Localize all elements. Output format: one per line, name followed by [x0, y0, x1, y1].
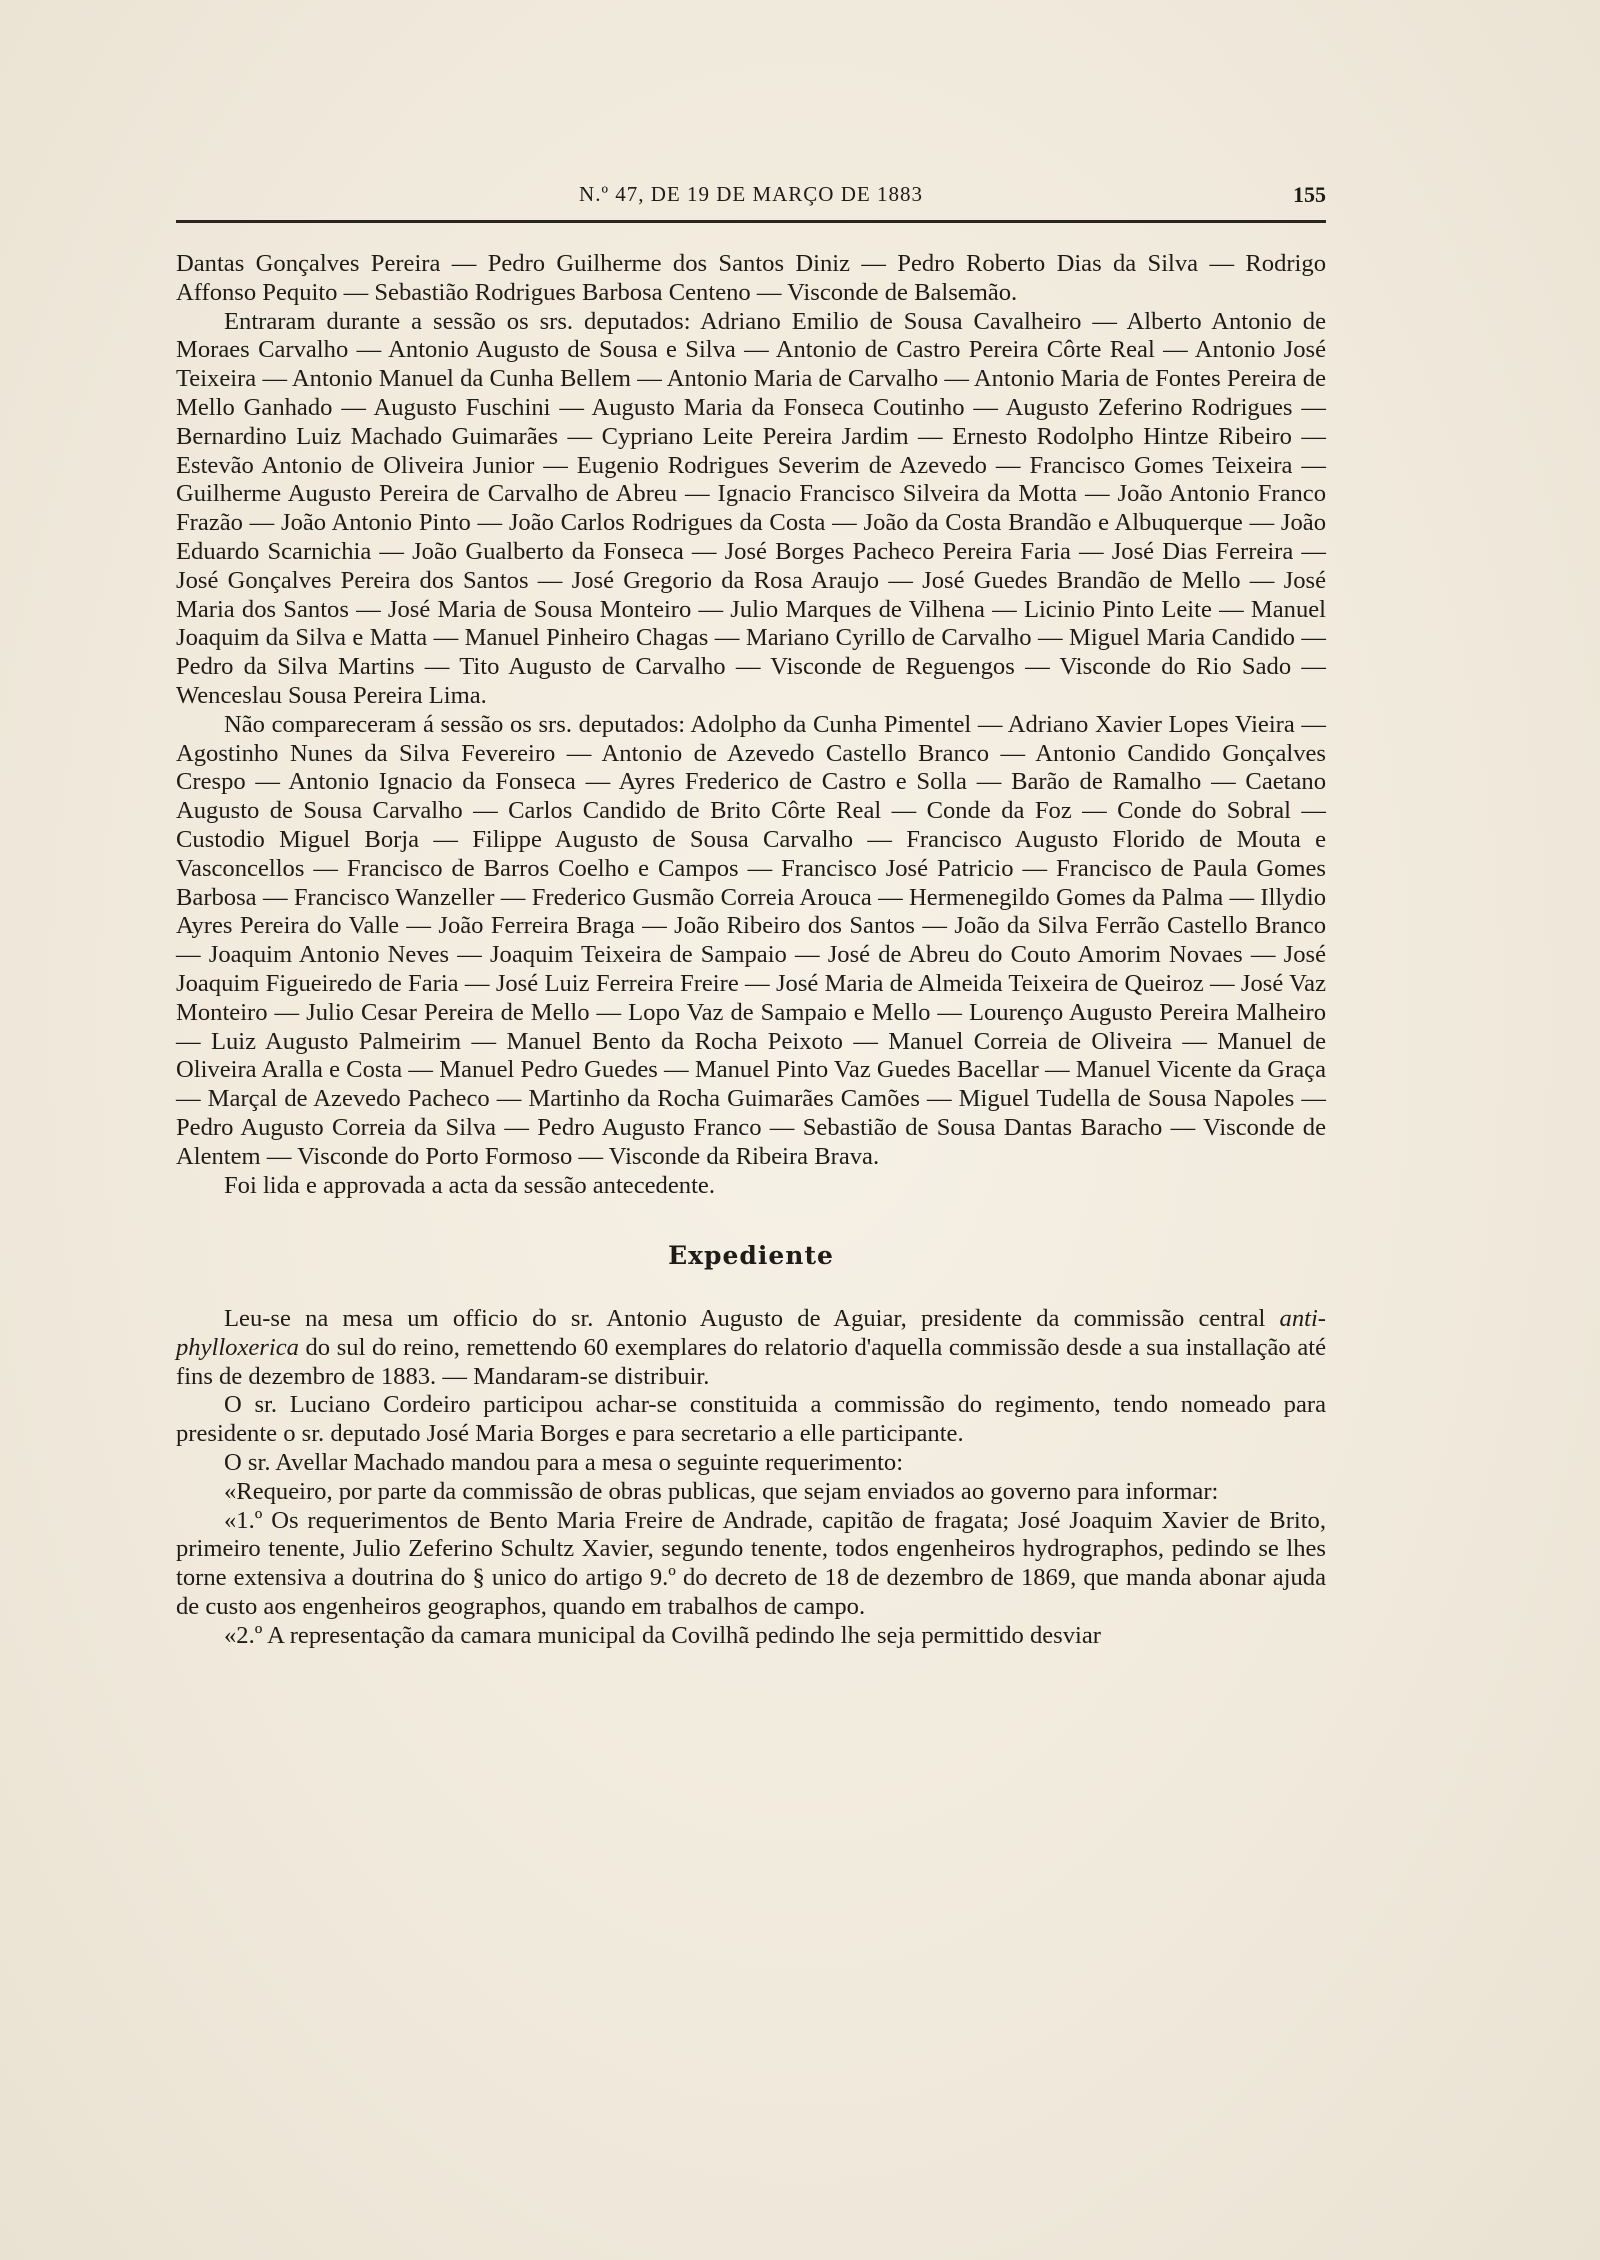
paragraph-officio: [176, 1305, 1326, 1391]
header-rule: [176, 220, 1326, 223]
running-head: N.º 47, DE 19 DE MARÇO DE 1883: [579, 182, 923, 206]
paragraph-entered-deputies: Entraram durante a sessão os srs. deputados: Adriano Emilio de Sousa Cavalheiro — Alberto Antonio de Moraes Carvalho — Antonio Augusto de Sousa e Silva — Antonio de Castro Pereira Côrte Real — Antonio José Teixeira — Antonio Manuel da Cunha Bellem — Antonio Maria de Carvalho — Antonio Maria de Fontes Pereira de Mello Ganhado — Augusto Fuschini — Augusto Maria da Fonseca Coutinho — Augusto Zeferino Rodrigues — Bernardino Luiz Machado Guimarães — Cypriano Leite Pereira Jardim — Ernesto Rodolpho Hintze Ribeiro — Estevão Antonio de Oliveira Junior — Eugenio Rodrigues Severim de Azevedo — Francisco Gomes Teixeira — Guilherme Augusto Pereira de Carvalho de Abreu — Ignacio Francisco Silveira da Motta — João Antonio Franco Frazão — João Antonio Pinto — João Carlos Rodrigues da Costa — João da Costa Brandão e Albuquerque — João Eduardo Scarnichia — João Gualberto da Fonseca — José Borges Pacheco Pereira Faria — José Dias Ferreira — José Gonçalves Pereira dos Santos — José Gregorio da Rosa Araujo — José Guedes Brandão de Mello — José Maria dos Santos — José Maria de Sousa Monteiro — Julio Marques de Vilhena — Licinio Pinto Leite — Manuel Joaquim da Silva e Matta — Manuel Pinheiro Chagas — Mariano Cyrillo de Carvalho — Miguel Maria Candido — Pedro da Silva Martins — Tito Augusto de Carvalho — Visconde de Reguengos — Visconde do Rio Sado — Wenceslau Sousa Pereira Lima.: [176, 307, 1326, 709]
paragraph-absent-deputies: Não compareceram á sessão os srs. deputados: Adolpho da Cunha Pimentel — Adriano Xavier Lopes Vieira — Agostinho Nunes da Silva Fevereiro — Antonio de Azevedo Castello Branco — Antonio Candido Gonçalves Crespo — Antonio Ignacio da Fonseca — Ayres Frederico de Castro e Solla — Barão de Ramalho — Caetano Augusto de Sousa Carvalho — Carlos Candido de Brito Côrte Real — Conde da Foz — Conde do Sobral — Custodio Miguel Borja — Filippe Augusto de Sousa Carvalho — Francisco Augusto Florido de Mouta e Vasconcellos — Francisco de Barros Coelho e Campos — Francisco José Patricio — Francisco de Paula Gomes Barbosa — Francisco Wanzeller — Frederico Gusmão Correia Arouca — Hermenegildo Gomes da Palma — Illydio Ayres Pereira do Valle — João Ferreira Braga — João Ribeiro dos Santos — João da Silva Ferrão Castello Branco — Joaquim Antonio Neves — Joaquim Teixeira de Sampaio — José de Abreu do Couto Amorim Novaes — José Joaquim Figueiredo de Faria — José Luiz Ferreira Freire — José Maria de Almeida Teixeira de Queiroz — José Vaz Monteiro — Julio Cesar Pereira de Mello — Lopo Vaz de Sampaio e Mello — Lourenço Augusto Pereira Malheiro — Luiz Augusto Palmeirim — Manuel Bento da Rocha Peixoto — Manuel Correia de Oliveira — Manuel de Oliveira Aralla e Costa — Manuel Pedro Guedes — Manuel Pinto Vaz Guedes Bacellar — Manuel Vicente da Graça — Marçal de Azevedo Pacheco — Martinho da Rocha Guimarães Camões — Miguel Tudella de Sousa Napoles — Pedro Augusto Correia da Silva — Pedro Augusto Franco — Sebastião de Sousa Dantas Baracho — Visconde de Alentem — Visconde do Porto Formoso — Visconde da Ribeira Brava.: [176, 710, 1326, 1170]
officio-text-after: do sul do reino, remettendo 60 exemplares do relatorio d'aquella commissão desde a sua installação até fins de dezembro de 1883. — Mandaram-se distribuir.: [176, 1333, 1326, 1390]
paragraph-item-1: «1.º Os requerimentos de Bento Maria Freire de Andrade, capitão de fragata; José Joaquim Xavier de Brito, primeiro tenente, Julio Zeferino Schultz Xavier, segundo tenente, todos engenheiros hydrographos, pedindo se lhes torne extensiva a doutrina do § unico do artigo 9.º do decreto de 18 de dezembro de 1869, que manda abonar ajuda de custo aos engenheiros geographos, quando em trabalhos de campo.: [176, 1506, 1326, 1621]
page-header: [176, 182, 1326, 212]
officio-text-before: Leu-se na mesa um officio do sr. Antonio Augusto de Aguiar, presidente da commissão central: [224, 1305, 1280, 1333]
paragraph-requerimento: «Requeiro, por parte da commissão de obras publicas, que sejam enviados ao governo para informar:: [224, 1477, 1219, 1505]
paragraph-absent-continuation: Dantas Gonçalves Pereira — Pedro Guilherme dos Santos Diniz — Pedro Roberto Dias da Silva — Rodrigo Affonso Pequito — Sebastião Rodrigues Barbosa Centeno — Visconde de Balsemão.: [176, 250, 1326, 306]
officio-italic-term: anti-phylloxerica: [176, 1305, 1326, 1361]
page-number: 155: [1293, 182, 1326, 207]
section-title: Expediente: [668, 1241, 834, 1271]
page-body: [176, 250, 1326, 1651]
paragraph-avellar-machado: O sr. Avellar Machado mandou para a mesa o seguinte requerimento:: [224, 1449, 904, 1477]
paragraph-commission-regiment: O sr. Luciano Cordeiro participou achar-se constituida a commissão do regimento, tendo nomeado para presidente o sr. deputado José Maria Borges e para secretario a elle participante.: [176, 1391, 1326, 1448]
paragraph-minutes-approved: Foi lida e approvada a acta da sessão antecedente.: [224, 1171, 715, 1199]
paragraph-item-2: «2.º A representação da camara municipal da Covilhã pedindo lhe seja permittido desviar: [224, 1621, 1101, 1649]
